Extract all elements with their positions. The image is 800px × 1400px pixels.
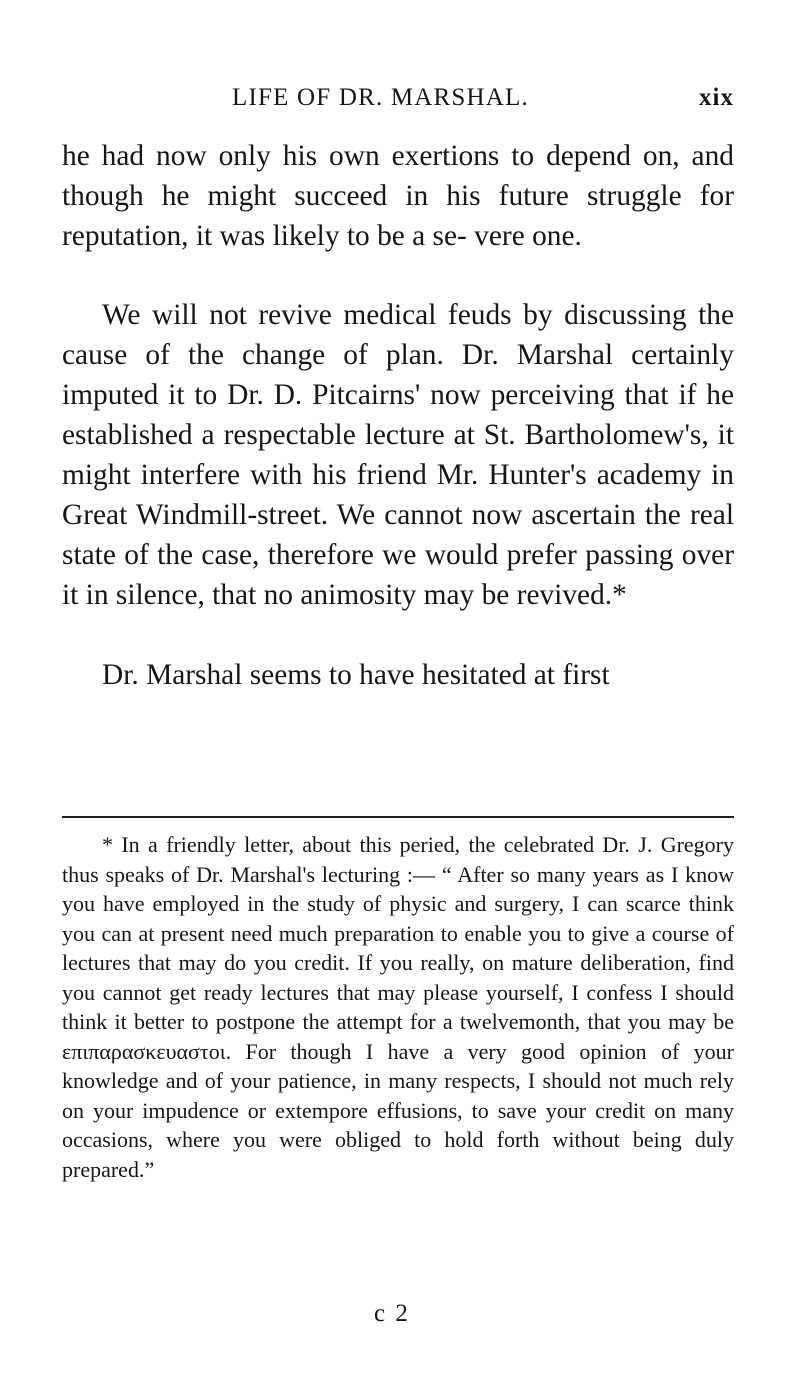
paragraph-3: Dr. Marshal seems to have hesitated at first bbox=[102, 659, 610, 691]
running-title: LIFE OF DR. MARSHAL. bbox=[232, 84, 529, 111]
paragraph-2: We will not revive medical feuds by discussing the cause of the change of plan. Dr. Marshal certainly imputed it to Dr. D. Pitcairns' now perceiving that if he established a respectable lecture at St. Bartholomew's, it might interfere with his friend Mr. Hunter's academy in Great Windmill-street. We cannot now ascertain the real state of the case, therefore we would prefer passing over it in silence, that no animosity may be revived.* bbox=[62, 299, 734, 611]
signature-mark: c 2 bbox=[374, 1300, 410, 1327]
page-number: xix bbox=[699, 84, 734, 111]
footnote-rule bbox=[62, 816, 734, 818]
footnote: * In a friendly letter, about this peried, the celebrated Dr. J. Gregory thus speaks of Dr. Marshal's lecturing :— “ After so many years as I know you have employed in the study of physic and surgery, I can scarce think you can at present need much preparation to enable you to give a course of lectures that may do you credit. If you really, on mature deliberation, find you cannot get ready lectures that may please yourself, I confess I should think it better to postpone the attempt for a twelvemonth, that you may be επιπαρασκευαστοι. For though I have a very good opinion of your knowledge and of your patience, in many respects, I should not much rely on your impudence or extempore effusions, to save your credit on many occasions, where you were obliged to hold forth without being duly prepared.” bbox=[62, 832, 734, 1182]
body-text bbox=[62, 136, 734, 695]
running-head bbox=[0, 84, 800, 114]
paragraph-1: he had now only his own exertions to depend on, and though he might succeed in his future struggle for reputation, it was likely to be a se- vere one. bbox=[62, 140, 734, 252]
